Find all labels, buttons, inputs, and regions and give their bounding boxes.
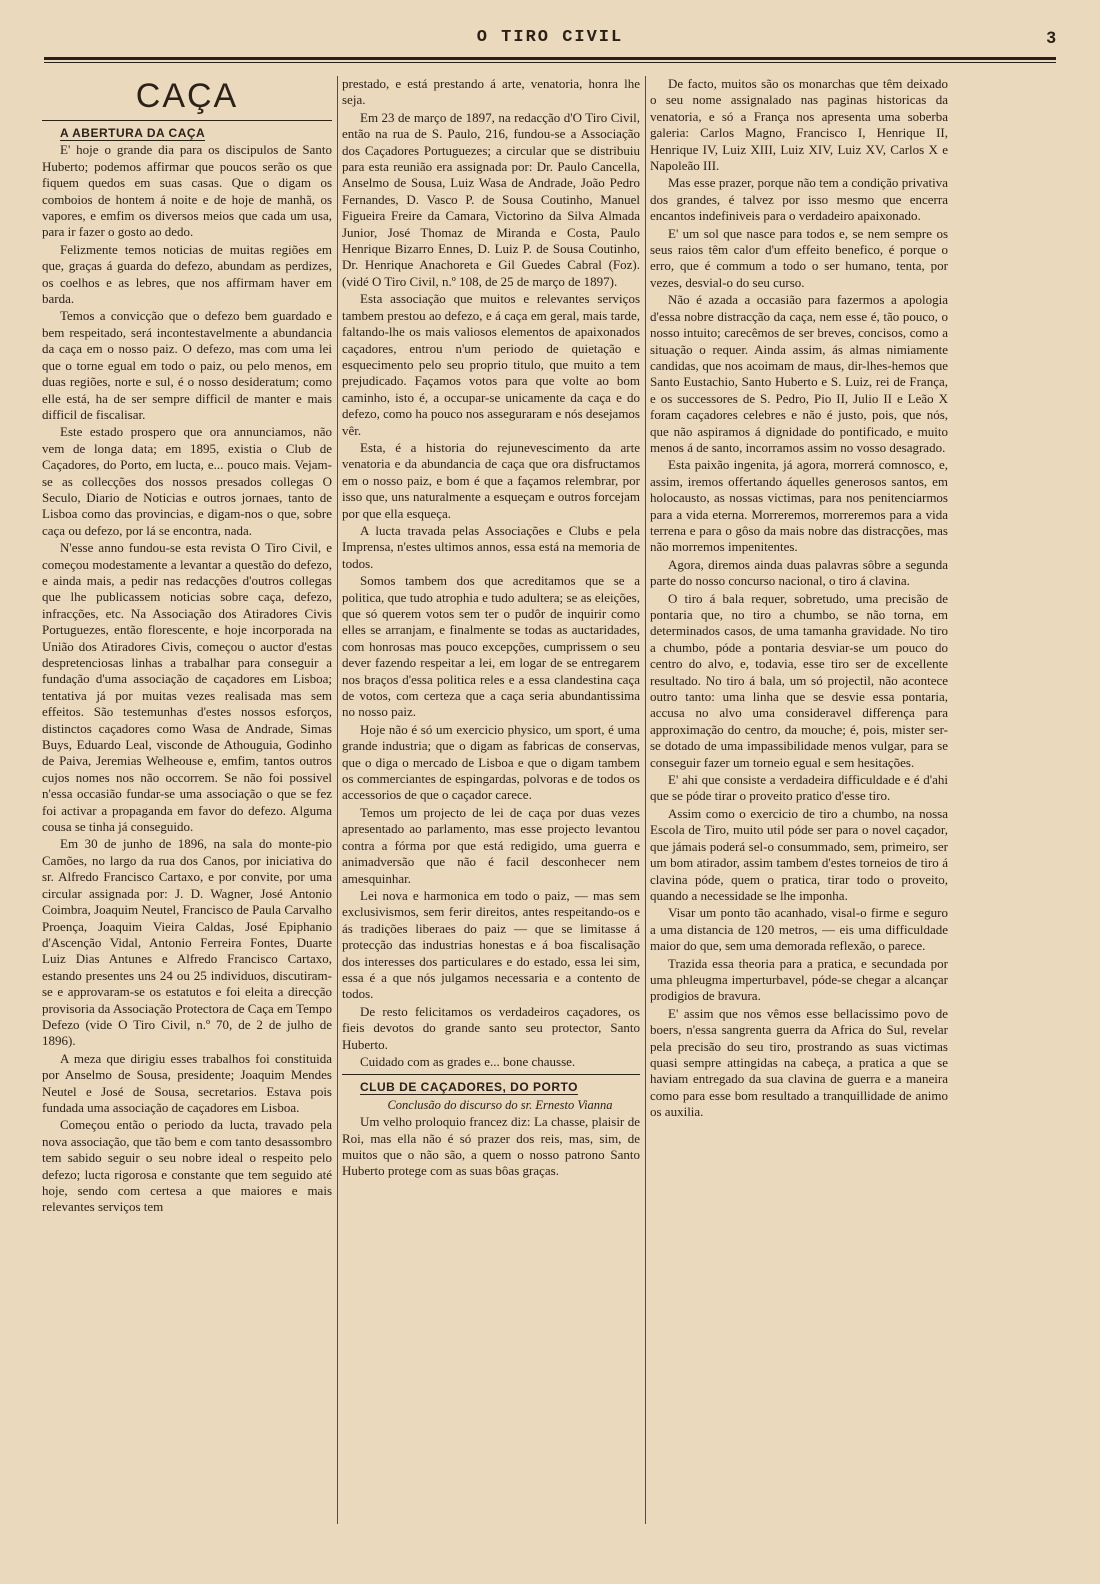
paragraph: Este estado prospero que ora annunciamos, não vem de longa data; em 1895, existia o Club de Caçadores, do Porto, em lucta, e... pouco mais. Vejam-se as collecções dos nossos presados collegas O Seculo, Diario de Noticias e outros jornaes, tanto de Lisboa como das provincias, e digam-nos o que, sobre caça ou defezo, por lá se encontra, nada. [42,424,332,538]
paragraph: Hoje não é só um exercicio physico, um sport, é uma grande industria; que o digam as fabricas de conservas, que o diga o mercado de Lisboa e que o digam tambem os commerciantes de espingardas, polvoras e de todos os accessorios de que o caçador carece. [342,721,640,803]
section-title: CAÇA [135,77,239,115]
paragraph: Cuidado com as grades e... bone chausse. [360,1053,576,1069]
article-title: CLUB DE CAÇADORES, DO PORTO [360,1080,578,1095]
article-rule [342,1074,640,1075]
paragraph: Esta, é a historia do rejunevescimento da arte venatoria e da abundancia de caça que ora disfructamos em o nosso paiz, e bom é que a façamos relembrar, por isso que, uns naturalmente a esqueçam e outros forcejam por que ella esqueça. [342,439,640,521]
article-title: A ABERTURA DA CAÇA [60,126,206,140]
paragraph: Em 23 de março de 1897, na redacção d'O Tiro Civil, então na rua de S. Paulo, 216, fundou-se a Associação dos Caçadores Portuguezes; a circular que se distribuiu para esta reunião era assignada por: Dr. Paulo Cancella, Anselmo de Sousa, Luiz Wasa de Andrade, João Pedro Fernandes, D. Vasco P. de Sousa Coutinho, Manuel Figueira Freire da Camara, Victorino da Silva Almada Junior, José Thomaz de Miranda e Costa, Paulo Henrique Bizarro Ennes, D. Luiz P. de Sousa Coutinho, Dr. Henrique Anachoreta e Gil Guedes Cabral (Foz). (vidé O Tiro Civil, n.º 108, de 25 de março de 1897). [342,109,640,289]
column-divider [337,76,338,1524]
column-3 [650,76,948,1524]
paragraph: E' ahi que consiste a verdadeira difficuldade e é d'ahi que se póde tirar o proveito pratico d'esse tiro. [650,772,948,804]
page-number: 3 [1046,28,1056,47]
paragraph: Temos um projecto de lei de caça por duas vezes apresentado ao parlamento, mas esse projecto levantou contra a fórma por que está redigido, uma guerra e animadversão que não é facil desconhecer nem amesquinhar. [342,804,640,886]
column-2 [342,76,640,1524]
header-rule [44,57,1056,63]
paragraph: Temos a convicção que o defezo bem guardado e bem respeitado, será incontestavelmente a abundancia da caça em o nosso paiz. O defezo, mas com uma lei que o torne egual em todo o paiz, ou pelo menos, em duas regiões, norte e sul, é o nosso desideratum; como elle está, ha de ser sempre difficil de manter e mais difficil de fiscalisar. [42,308,332,422]
paragraph: Somos tambem dos que acreditamos que se a politica, que tudo atrophia e tudo adultera; se as eleições, que só querem votos sem ter o pudôr de inquirir como elles se arranjam, e finalmente se todas as auctaridades, com honrosas mas pouco excepções, cumprissem o seu dever fazendo respeitar a lei, em logar de se entregarem nos braços d'essa politica reles e a essa clandestina caça de votos, com certeza que a caça seria abundantissima no nosso paiz. [342,573,640,720]
paragraph: E' assim que nos vêmos esse bellacissimo povo de boers, n'essa sangrenta guerra da Africa do Sul, revelar pela precisão do seu tiro, prostrando as suas victimas quasi sempre attingidas na cabeça, a pratica a que se haviam entregado da sua clavina de guerra e a maneira como para esse bom resultado a tranquillidade de animo os auxilia. [650,1005,948,1120]
paragraph: De facto, muitos são os monarchas que têm deixado o seu nome assignalado nas paginas historicas da venatoria, e só a França nos apresenta uma soberba galeria: Carlos Magno, Francisco I, Henrique II, Henrique IV, Luiz XIII, Luiz XIV, Luiz XV, Carlos X e Napoleão III. [650,76,948,174]
paragraph: Esta paixão ingenita, já agora, morrerá comnosco, e, assim, iremos offertando áquelles generosos santos, em holocausto, as nossas victimas, para nos penitenciarmos para a vida eterna. Morreremos, morreremos para a vida terrena e para o gôso da mais nobre das distracções, mas não morremos impenitentes. [650,457,948,555]
paragraph: E' hoje o grande dia para os discipulos de Santo Huberto; podemos affirmar que poucos serão os que fiquem quedos em suas casas. Que o digam os comboios de hontem á noite e de hoje de manhã, os vapores, e emfim os diversos meios que cada um usa, para ir fazer o gosto ao dedo. [42,142,332,240]
paragraph: Esta associação que muitos e relevantes serviços tambem prestou ao defezo, e á caça em geral, mais tarde, faltando-lhe os mais valiosos elementos de apaixonados caçadores, entrou n'um periodo de quietação e esquecimento pelo seu proprio titulo, que muito a tem prejudicado. Façamos votos para que volte ao bom caminho, isto é, a occupar-se unicamente da caça e do defezo, como ha pouco nos asseguraram e nós desejamos vêr. [342,291,640,438]
paragraph: Visar um ponto tão acanhado, visal-o firme e seguro a uma distancia de 120 metros, — eis uma difficuldade maior do que, sem uma demorada reflexão, o parece. [650,905,948,954]
paragraph: E' um sol que nasce para todos e, se nem sempre os seus raios têm calor d'um effeito benefico, é porque o erro, que é commum a todo o ser humano, tenta, por vezes, desvial-o do seu curso. [650,225,948,290]
masthead-title: O TIRO CIVIL [476,28,624,47]
paragraph: N'esse anno fundou-se esta revista O Tiro Civil, e começou modestamente a levantar a questão do defezo, e ainda mais, a pedir nas redacções d'outros collegas que lhe publicassem noticias sobre caça, defezo, infracções, etc. Na Associação dos Atiradores Civis Portuguezes, então florescente, e hoje incorporada na União dos Atiradores Civis, começou o auctor d'estas despretenciosas linhas a trabalhar para conseguir a fundação d'uma associação de caçadores em Lisboa; tentativa já por muitas vezes realisada mas sem effeitos. São testemunhas d'estes nossos esforços, distinctos caçadores como Wasa de Andrade, Simas Buys, Eduardo Leal, visconde de Athouguia, Godinho de Paiva, Jeremias Welheouse e, emfim, tantos outros cujos nomes nos não occorrem. Se não foi possivel n'essa occasião fundar-se uma associação o que se fez foi activar a propaganda em favor do defezo. Alguma cousa se tinha já conseguido. [42,540,332,835]
column-1 [42,76,332,1524]
paragraph: Mas esse prazer, porque não tem a condição privativa dos grandes, é talvez por isso mesmo que encerra encantos indefiniveis para o verdadeiro apaixonado. [650,175,948,224]
paragraph: Assim como o exercicio de tiro a chumbo, na nossa Escola de Tiro, muito util póde ser para o novel caçador, que jámais poderá sel-o consummado, sem, primeiro, ser um bom atirador, assim tambem d'estes torneios de tiro á clavina póde, quem o pratica, tirar todo o proveito, quando a necessidade se lhe imponha. [650,805,948,903]
page-header [44,28,1056,54]
column-divider [645,76,646,1524]
paragraph: Não é azada a occasião para fazermos a apologia d'essa nobre distracção da caça, nem esse é, tão pouco, o nosso intuito; carecêmos de ser breves, concisos, como a situação o requer. Ainda assim, ás almas nimiamente candidas, que nos acoimam de maus, dir-lhes-hemos que Santo Eustachio, Santo Huberto e S. Luiz, rei de França, e os successores de S. Pedro, Pio II, Julio II e Leão X foram caçadores celebres e não é justo, pois, que nós, que não aspiramos á dignidade do pontificado, e muito menos á de santo, incorramos assim no vosso desagrado. [650,292,948,455]
paragraph: Um velho proloquio francez diz: La chasse, plaisir de Roi, mas ella não é só prazer dos reis, mas, sim, de muitos que o não são, a quem o nosso patrono Santo Huberto protege com as suas bôas graças. [342,1114,640,1179]
paragraph: O tiro á bala requer, sobretudo, uma precisão de pontaria que, no tiro a chumbo, se não torna, em determinados casos, de uma tamanha gravidade. No tiro a chumbo, póde a pontaria desviar-se um pouco do centro do alvo, e, todavia, esse tiro ser de excellente resultado. No tiro á bala, um só projectil, não acontece outro tanto: uma linha que se desvie essa pontaria, accusa no alvo uma consideravel differença para approximação do centro, da mouche; é, pois, mister ser-se dotado de uma impassibilidade menos vulgar, para se conseguir fazer um torneio egual e sem hesitações. [650,590,948,770]
paragraph: Trazida essa theoria para a pratica, e secundada por uma phleugma imperturbavel, póde-se chegar a alcançar prodigios de bravura. [650,955,948,1004]
paragraph: Felizmente temos noticias de muitas regiões em que, graças á guarda do defezo, abundam as perdizes, os coelhos e as lebres, que nos affirmam haver em barda. [42,241,332,307]
paragraph: A meza que dirigiu esses trabalhos foi constituida por Anselmo de Sousa, presidente; Joaquim Mendes Neutel e José de Sousa, secretarios. Estava pois fundada uma associação de caçadores em Lisboa. [42,1050,332,1115]
paragraph: Em 30 de junho de 1896, na sala do monte-pio Camões, no largo da rua dos Canos, por iniciativa do sr. Alfredo Francisco Cartaxo, e por convite, por uma circular assignada por: J. D. Wagner, José Antonio Coimbra, Joaquim Neutel, Francisco de Paula Carvalho Proença, Joaquim Vieira Caldas, José Epiphanio d'Ascenção Vidal, Antonio Ferreira Fontes, Duarte Luiz Dias Antunes e Alfredo Francisco Cartaxo, estando presentes uns 24 ou 25 individuos, discutiram-se e approvaram-se os estatutos e foi eleita a direcção provisoria da Associação Protectora de Caça em Tempo Defezo (vide O Tiro Civil, n.º 70, de 2 de julho de 1896). [42,836,332,1049]
section-rule [42,120,332,121]
article-byline: Conclusão do discurso do sr. Ernesto Vianna [387,1097,613,1112]
paragraph: De resto felicitamos os verdadeiros caçadores, os fieis devotos do grande santo seu protector, Santo Huberto. [342,1003,640,1052]
paragraph: prestado, e está prestando á arte, venatoria, honra lhe seja. [342,76,640,108]
paragraph: Agora, diremos ainda duas palavras sôbre a segunda parte do nosso concurso nacional, o tiro á clavina. [650,556,948,589]
paragraph: A lucta travada pelas Associações e Clubs e pela Imprensa, n'estes ultimos annos, essa está na memoria de todos. [342,522,640,571]
paragraph: Lei nova e harmonica em todo o paiz, — mas sem exclusivismos, sem ferir direitos, antes respeitando-os e ás tradições liberaes do paiz — que se limitasse á protecção das industrias honestas e á boa fiscalisação dos interesses dos particulares e do estado, essa lei sim, essa é a que nós julgamos necessaria e a contento de todos. [342,887,640,1002]
paragraph: Começou então o periodo da lucta, travado pela nova associação, que tão bem e com tanto desassombro tem sabido seguir o seu nobre ideal o respeito pelo defezo; lucta rigorosa e constante que tem seguido até hoje, sendo com certesa a que maiores e mais relevantes serviços tem [42,1117,332,1215]
